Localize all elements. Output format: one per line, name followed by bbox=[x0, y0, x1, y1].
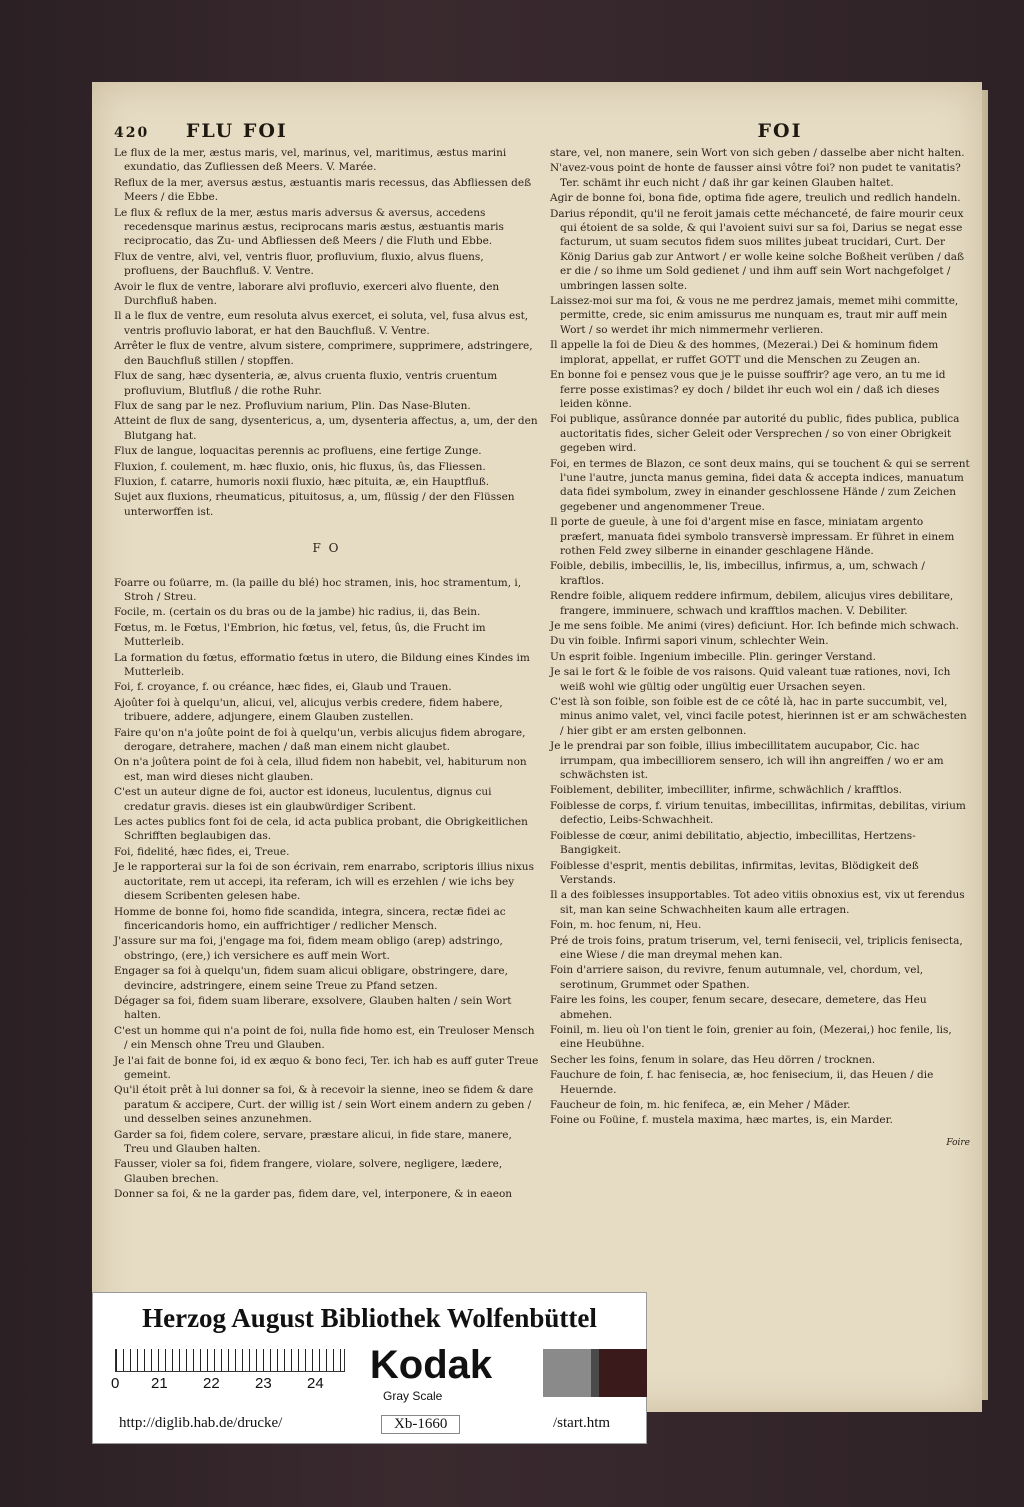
dictionary-entry: Faucheur de foin, m. hic fenifeca, æ, ein Meher / Mäder. bbox=[550, 1099, 851, 1111]
gray-swatch-light bbox=[543, 1349, 591, 1397]
gray-scale-label: Gray Scale bbox=[383, 1389, 443, 1403]
dictionary-entry: Focile, m. (certain os du bras ou de la jambe) hic radius, ii, das Bein. bbox=[114, 606, 481, 619]
dictionary-entry: Rendre foible, aliquem reddere infirmum, debilem, alicujus vires debilitare, frangere, imminuere, schwach und krafftlos machen. V. Debiliter. bbox=[550, 590, 954, 617]
running-head-text: FLU FOI bbox=[185, 120, 288, 142]
dictionary-entry: Foi publique, assûrance donnée par autorité du public, fides publica, publica auctoritatis fides, sicher Geleit oder Versprechen / so von einer Obrigkeit gegeben wird. bbox=[550, 413, 960, 455]
dictionary-entry: La formation du fœtus, efformatio fœtus in utero, die Bildung eines Kindes im Mutterleib. bbox=[114, 651, 530, 678]
dictionary-entry: Reflux de la mer, aversus æstus, æstuantis maris recessus, das Abfliessen deß Meers / die Ebbe. bbox=[114, 176, 532, 204]
dictionary-entry: Je l'ai fait de bonne foi, id ex æquo & bono feci, Ter. ich hab es auff guter Treue gemeint. bbox=[114, 1054, 539, 1081]
dictionary-entry: Foarre ou foüarre, m. (la paille du blé) hoc stramen, inis, hoc stramentum, i, Stroh / Streu. bbox=[114, 576, 522, 603]
dictionary-entry: Donner sa foi, & ne la garder pas, fidem dare, vel, interponere, & in eaeon bbox=[114, 1188, 513, 1201]
ruler-number: 23 bbox=[255, 1375, 272, 1392]
dictionary-entry: Le flux de la mer, æstus maris, vel, marinus, vel, maritimus, æstus marini exundatio, das Zufliessen deß Meers. V. Marée. bbox=[114, 147, 507, 174]
left-column bbox=[114, 120, 539, 1203]
dictionary-entry: C'est un homme qui n'a point de foi, nulla fide homo est, ein Treuloser Mensch / ein Mensch ohne Treu und Glauben. bbox=[114, 1024, 535, 1052]
gray-swatch-dark bbox=[591, 1349, 599, 1397]
dictionary-entry: Fausser, violer sa foi, fidem frangere, violare, solvere, negligere, lædere, Glauben brechen. bbox=[114, 1158, 503, 1185]
dictionary-entry: Faire les foins, les couper, fenum secare, desecare, demetere, das Heu abmehen. bbox=[550, 994, 927, 1021]
dictionary-entry: Je sai le fort & le foible de vos raisons. Quid valeant tuæ rationes, novi, Ich weiß wohl wie gültig oder ungültig euer Ursachen seyen. bbox=[550, 666, 951, 693]
dictionary-entry: Foi, fidelité, hæc fides, ei, Treue. bbox=[114, 845, 290, 858]
dictionary-entry: Qu'il étoit prêt à lui donner sa foi, & à recevoir la sienne, ineo se fidem & dare paratum & accipere, Curt. der willig ist / sein Wort einem andern zu geben / und desselben seines anzunehmen. bbox=[114, 1084, 534, 1126]
ruler-number: 21 bbox=[151, 1375, 168, 1392]
dictionary-entry: Sujet aux fluxions, rheumaticus, pituitosus, a, um, flüssig / der den Flüssen unterworffen ist. bbox=[114, 491, 515, 518]
dictionary-entry: Agir de bonne foi, bona fide, optima fide agere, treulich und redlich handeln. bbox=[550, 192, 961, 205]
dictionary-entry: Du vin foible. Infirmi sapori vinum, schlechter Wein. bbox=[550, 635, 829, 648]
dictionary-entry: C'est là son foible, son foible est de ce côté là, hac in parte succumbit, vel, minus animo valet, vel, vinci facile potest, hierinnen ist er am schwächesten / hier gibt er am ersten gelbonnen. bbox=[550, 696, 967, 737]
dictionary-entry: Les actes publics font foi de cela, id acta publica probant, die Obrigkeitlichen Schrifften beglaubigen das. bbox=[114, 816, 528, 843]
dictionary-entry: Fœtus, m. le Fœtus, l'Embrion, hic fœtus, vel, fetus, ûs, die Frucht im Mutterleib. bbox=[114, 621, 486, 649]
catchword: Foire bbox=[946, 1137, 970, 1148]
dictionary-entry: Il porte de gueule, à une foi d'argent mise en fasce, miniatam argento præfert, manuata fidei symbolo transversè impressam. Er führet in einem rothen Feld zwey silberne in einander geschlagene Hände. bbox=[550, 516, 955, 557]
dictionary-entry: J'assure sur ma foi, j'engage ma foi, fidem meam obligo (arep) adstringo, obstringo, (ere,) ich versichere es auff mein Wort. bbox=[114, 935, 503, 962]
dictionary-entry: Arrêter le flux de ventre, alvum sistere, comprimere, supprimere, adstringere, den Bauchfluß stillen / stopffen. bbox=[114, 340, 533, 367]
dictionary-entry: Foiblement, debiliter, imbecilliter, infirme, schwächlich / krafftlos. bbox=[550, 784, 902, 797]
color-swatch bbox=[599, 1349, 647, 1397]
dictionary-entry: Ajoûter foi à quelqu'un, alicui, vel, alicujus verbis credere, fidem habere, tribuere, addere, adjungere, einem Glauben zustellen. bbox=[114, 696, 503, 724]
page-number: 420 bbox=[114, 125, 150, 141]
dictionary-entry: Je me sens foible. Me animi (vires) deficiunt. Hor. Ich befinde mich schwach. bbox=[550, 620, 959, 632]
dictionary-entry: Darius répondit, qu'il ne feroit jamais cette méchanceté, de faire mourir ceux qui étoient de sa solde, & qui l'avoient suivi sur sa foi, Darius se negat esse facturum, ut suam secutos fidem suos milites jubeat trucidari, Curt. Der König Darius gab zur Antwort / er wolle keine solche Boßheit verüben / daß er die / so ihme um Sold gedienet / und ihm auff sein Wort nachgefolget / umbringen lassen solte. bbox=[550, 207, 965, 292]
library-title: Herzog August Bibliothek Wolfenbüttel bbox=[142, 1303, 597, 1333]
left-entries-second bbox=[114, 576, 539, 1202]
right-running-head: FOI bbox=[757, 120, 803, 142]
url-right[interactable]: /start.htm bbox=[553, 1415, 611, 1431]
dictionary-entry: Foine ou Foüine, f. mustela maxima, hæc martes, is, ein Marder. bbox=[550, 1114, 893, 1127]
shelfmark: Xb-1660 bbox=[381, 1415, 460, 1434]
dictionary-entry: Foiblesse de cœur, animi debilitatio, abjectio, imbecillitas, Hertzens-Bangigkeit. bbox=[550, 829, 916, 857]
dictionary-entry: Engager sa foi à quelqu'un, fidem suam alicui obligare, obstringere, dare, devincire, adstringere, einem seine Treue zu Pfand setzen. bbox=[114, 965, 508, 992]
dictionary-entry: Flux de langue, loquacitas perennis ac profluens, eine fertige Zunge. bbox=[114, 445, 482, 458]
library-banner bbox=[92, 1292, 647, 1444]
left-running-head bbox=[114, 120, 539, 146]
dictionary-entry: Foible, debilis, imbecillis, le, lis, imbecillus, infirmus, a, um, schwach / kraftlos. bbox=[550, 560, 925, 587]
dictionary-entry: Avoir le flux de ventre, laborare alvi profluvio, exerceri alvo fluente, den Durchfluß haben. bbox=[114, 280, 500, 308]
dictionary-entry: Foin, m. hoc fenum, ni, Heu. bbox=[550, 919, 702, 932]
ruler-number: 24 bbox=[307, 1375, 324, 1392]
dictionary-entry: Atteint de flux de sang, dysentericus, a, um, dysenteria affectus, a, um, der den Blutgang hat. bbox=[114, 415, 538, 442]
dictionary-entry: N'avez-vous point de honte de fausser ainsi vôtre foi? non pudet te vanitatis? Ter. schämt ihr euch nicht / daß ihr gar keinen Glauben haltet. bbox=[550, 162, 961, 189]
dictionary-entry: Garder sa foi, fidem colere, servare, præstare alicui, in fide stare, manere, Treu und Glauben halten. bbox=[114, 1128, 512, 1155]
dictionary-entry: On n'a joûtera point de foi à cela, illud fidem non habebit, vel, habiturum non est, man wird dieses nicht glauben. bbox=[114, 756, 527, 783]
dictionary-entry: Homme de bonne foi, homo fide scandida, integra, sincera, rectæ fidei ac fincericandoris homo, ein auffrichtiger / redlicher Mensch. bbox=[114, 905, 506, 932]
dictionary-entry: Un esprit foible. Ingenium imbecille. Plin. geringer Verstand. bbox=[550, 650, 876, 663]
dictionary-entry: Flux de ventre, alvi, vel, ventris fluor, profluvium, fluxio, alvus fluens, profluens, der Bauchfluß. V. Ventre. bbox=[114, 250, 484, 278]
dictionary-entry: Je le prendrai par son foible, illius imbecillitatem aucupabor, Cic. hac irrumpam, qua imbecilliorem sensero, ich will ihn angreiffen / wo er am schwächsten ist. bbox=[550, 740, 944, 782]
ruler-number: 22 bbox=[203, 1375, 220, 1392]
url-row bbox=[93, 1413, 646, 1437]
kodak-logo: Kodak bbox=[369, 1343, 493, 1387]
right-column bbox=[550, 120, 970, 1150]
dictionary-entry: Foiblesse d'esprit, mentis debilitas, infirmitas, levitas, Blödigkeit deß Verstands. bbox=[550, 859, 919, 886]
dictionary-entry: Faire qu'on n'a joûte point de foi à quelqu'un, verbis alicujus fidem abrogare, derogare, detrahere, machen / daß man einem nicht glaubet. bbox=[114, 726, 526, 754]
dictionary-entry: Il a des foiblesses insupportables. Tot adeo vitiis obnoxius est, vix ut ferendus sit, man kan seine Schwachheiten kaum alle ertragen. bbox=[550, 889, 965, 916]
scale-ruler bbox=[115, 1349, 345, 1372]
dictionary-entry: Je le rapporterai sur la foi de son écrivain, rem enarrabo, scriptoris illius nixus auctoritate, rem ut accepi, ita referam, ich will es erzehlen / wie ichs bey diesem Scribenten gelesen habe. bbox=[114, 861, 534, 903]
dictionary-entry: C'est un auteur digne de foi, auctor est idoneus, luculentus, dignus cui credatur gravis. dieses ist ein glaubwürdiger Scribent. bbox=[114, 786, 492, 813]
dictionary-entry: stare, vel, non manere, sein Wort von sich geben / dasselbe aber nicht halten. bbox=[550, 147, 965, 159]
dictionary-entry: Laissez-moi sur ma foi, & vous ne me perdrez jamais, memet mihi committe, permitte, crede, sic enim amissurus me nunquam es, traut mir auff mein Wort / so werdet ihr mich nimmermehr verlieren. bbox=[550, 295, 959, 336]
dictionary-entry: Fauchure de foin, f. hac fenisecia, æ, hoc fenisecium, ii, das Heuen / die Heuernde. bbox=[550, 1069, 934, 1096]
dictionary-entry: Flux de sang, hæc dysenteria, æ, alvus cruenta fluxio, ventris cruentum profluvium, Blutfluß / die rothe Ruhr. bbox=[114, 370, 498, 397]
dictionary-entry: Il appelle la foi de Dieu & des hommes, (Mezerai.) Dei & hominum fidem implorat, appellat, er ruffet GOTT und die Menschen zu Zeugen an. bbox=[550, 339, 939, 366]
dictionary-entry: Foin d'arriere saison, du revivre, fenum autumnale, vel, chordum, vel, serotinum, Grummet oder Spathen. bbox=[550, 964, 924, 991]
dictionary-entry: En bonne foi e pensez vous que je le puisse souffrir? age vero, an tu me id ferre posse existimas? ey doch / bildet ihr euch wol ein / daß ich dieses leiden könne. bbox=[550, 369, 946, 410]
dictionary-entry: Le flux & reflux de la mer, æstus maris adversus & aversus, accedens recedensque marinus æstus, reciprocans maris æstus, æstuantis maris reciprocatio, das Zu- und Abfliessen deß Meers / die Fluth und Ebbe. bbox=[114, 206, 504, 248]
dictionary-entry: Fluxion, f. coulement, m. hæc fluxio, onis, hic fluxus, ûs, das Fliessen. bbox=[114, 460, 486, 473]
dictionary-entry: Flux de sang par le nez. Profluvium narium, Plin. Das Nase-Bluten. bbox=[114, 399, 471, 412]
url-left[interactable]: http://diglib.hab.de/drucke/ bbox=[119, 1415, 283, 1431]
right-entries bbox=[550, 146, 970, 1128]
dictionary-entry: Foiblesse de corps, f. virium tenuitas, imbecillitas, infirmitas, debilitas, virium defectio, Leibs-Schwachheit. bbox=[550, 799, 966, 827]
dictionary-entry: Foinil, m. lieu où l'on tient le foin, grenier au foin, (Mezerai,) hoc fenile, lis, eine Heubühne. bbox=[550, 1023, 952, 1051]
dictionary-entry: Foi, en termes de Blazon, ce sont deux mains, qui se touchent & qui se serrent l'une l'autre, juncta manus gemina, fidei data & accepta indices, manuatum data fidei symbolum, zwey in einander geschlossene Hände / zum Zeichen gegebener und angenommener Treue. bbox=[550, 457, 970, 513]
left-entries bbox=[114, 146, 539, 519]
dictionary-entry: Il a le flux de ventre, eum resoluta alvus exercet, ei soluta, vel, fusa alvus est, ventris profluvio laborat, er hat den Bauchfluß. V. Ventre. bbox=[114, 310, 529, 337]
ruler-number: 0 bbox=[111, 1375, 120, 1392]
dictionary-entry: Foi, f. croyance, f. ou créance, hæc fides, ei, Glaub und Trauen. bbox=[114, 681, 452, 694]
dictionary-entry: Fluxion, f. catarre, humoris noxii fluxio, hæc pituita, æ, ein Hauptfluß. bbox=[114, 475, 490, 488]
dictionary-entry: Pré de trois foins, pratum triserum, vel, terni fenisecii, vel, triplicis fenisecta, eine Wiese / die man dreymal mehen kan. bbox=[550, 934, 963, 961]
book-page bbox=[92, 82, 982, 1412]
dictionary-entry: Dégager sa foi, fidem suam liberare, exsolvere, Glauben halten / sein Wort halten. bbox=[114, 994, 512, 1022]
section-letter: F O bbox=[312, 541, 341, 556]
dictionary-entry: Secher les foins, fenum in solare, das Heu dörren / trocknen. bbox=[550, 1053, 876, 1066]
